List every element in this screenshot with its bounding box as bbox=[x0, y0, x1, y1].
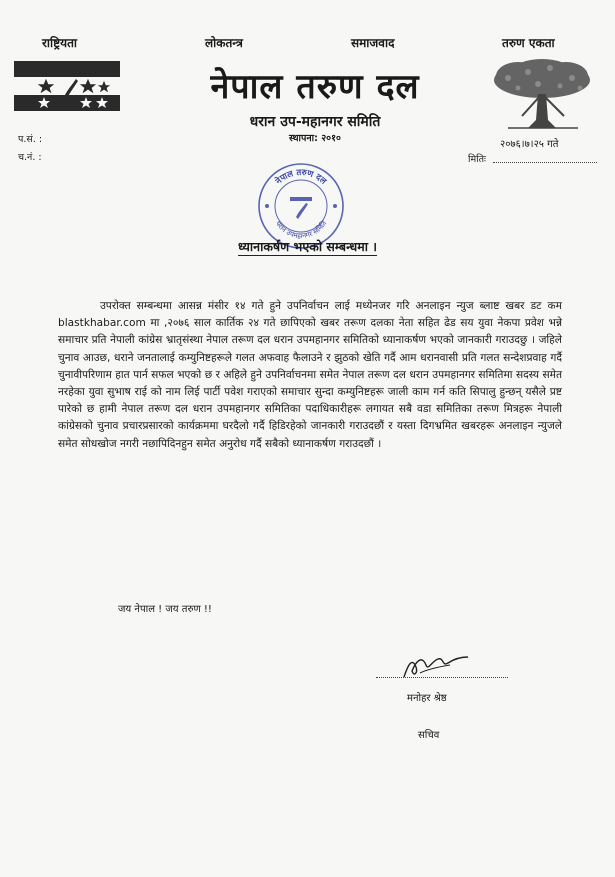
slogan-nationalism: राष्ट्रियता bbox=[42, 36, 78, 50]
reference-number-label: प.सं. : bbox=[18, 134, 43, 145]
signatory-name: मनोहर श्रेष्ठ bbox=[407, 693, 447, 704]
signatory-role: सचिव bbox=[418, 730, 440, 741]
tree-icon bbox=[488, 58, 596, 132]
slogan-socialism: समाजवाद bbox=[351, 36, 395, 50]
seal-bottom-text: धरान उपमहानगर समिति bbox=[273, 219, 329, 241]
org-name: नेपाल तरुण दल bbox=[210, 67, 420, 107]
letter-subject-text: ध्यानाकर्षण भएको सम्बन्धमा । bbox=[237, 239, 378, 254]
closing-salutation: जय नेपाल ! जय तरुण !! bbox=[118, 604, 212, 615]
signature-dotted-line bbox=[376, 677, 508, 678]
org-sub-name: धरान उप-महानगर समिति bbox=[249, 114, 381, 130]
date-value: २०७६।७।२५ गते bbox=[500, 139, 559, 150]
established-year: स्थापना: २०१० bbox=[288, 133, 342, 144]
seal-top-text: नेपाल तरुण दल bbox=[273, 167, 329, 187]
letter-subject bbox=[0, 238, 615, 255]
date-dotted-line bbox=[493, 162, 597, 163]
slogan-democracy: लोकतन्त्र bbox=[205, 36, 243, 50]
date-label: मितिः bbox=[468, 154, 486, 165]
dispatch-number-label: च.नं. : bbox=[18, 152, 42, 163]
party-flag-icon bbox=[14, 61, 120, 111]
body-paragraph: उपरोक्त सम्बन्धमा आसन्न मंसीर १४ गते हुने उपनिर्वाचन लाई मध्येनजर गरि अनलाइन न्युज ब्लाष्ट खबर डट कम blastkhabar.com मा ,२०७६ साल कार्तिक २४ गते छापिएको खबर तरूण दलका नेता सहित ढेड सय युवा नेकपा प्रवेश भन्ने समाचार प्रति नेपाली कांग्रेस भ्रातृसंस्था नेपाल तरूण दल धरान उपमहानगर समितिको ध्यानाकर्षण भएको जानकारी गराउदछु । जहिले चुनाव आउछ, धराने जनतालाई कम्युनिष्टहरूले गलत अफवाह फैलाउने र झुठको खेति गर्दै आम धरानवासी प्रति गलत सन्देशप्रवाह गर्दै चुनावीपरिणाम हात पार्न सफल भएको छ र अहिले हुने उपनिर्वाचनमा समेत नेपाल तरूण दल धरान उपमहानगर समितिमा सदस्य समेत नरहेका युवा सुभाष राई को नाम लिई पार्टी पवेश गराएको समाचार सुन्दा कम्युनिष्टहरू जाली काम गर्न कति सिपालु हुन्छन् यसैले प्रष्ट पारेको छ हामी नेपाल तरूण दल धरान उपमहानगर समितिका पदाधिकारीहरू लगायत सबै वडा समितिका तरूण मित्रहरू नेपाली कांग्रेसको चुनाव प्रचारप्रसारको कार्यक्रममा घरदैलो गर्दै हिडिरहेको जानकारी गराउदछौं र यस्ता दिगभ्रमित खबरहरू अनलाइन न्युजले समेत सोधखोज नगरी नछापिदिनहुन समेत अनुरोध गर्दै सबैको ध्यानाकर्षण गराउदछौं । bbox=[58, 300, 562, 450]
slogan-youth-unity: तरुण एकता bbox=[502, 36, 555, 50]
letter-body bbox=[58, 298, 562, 453]
